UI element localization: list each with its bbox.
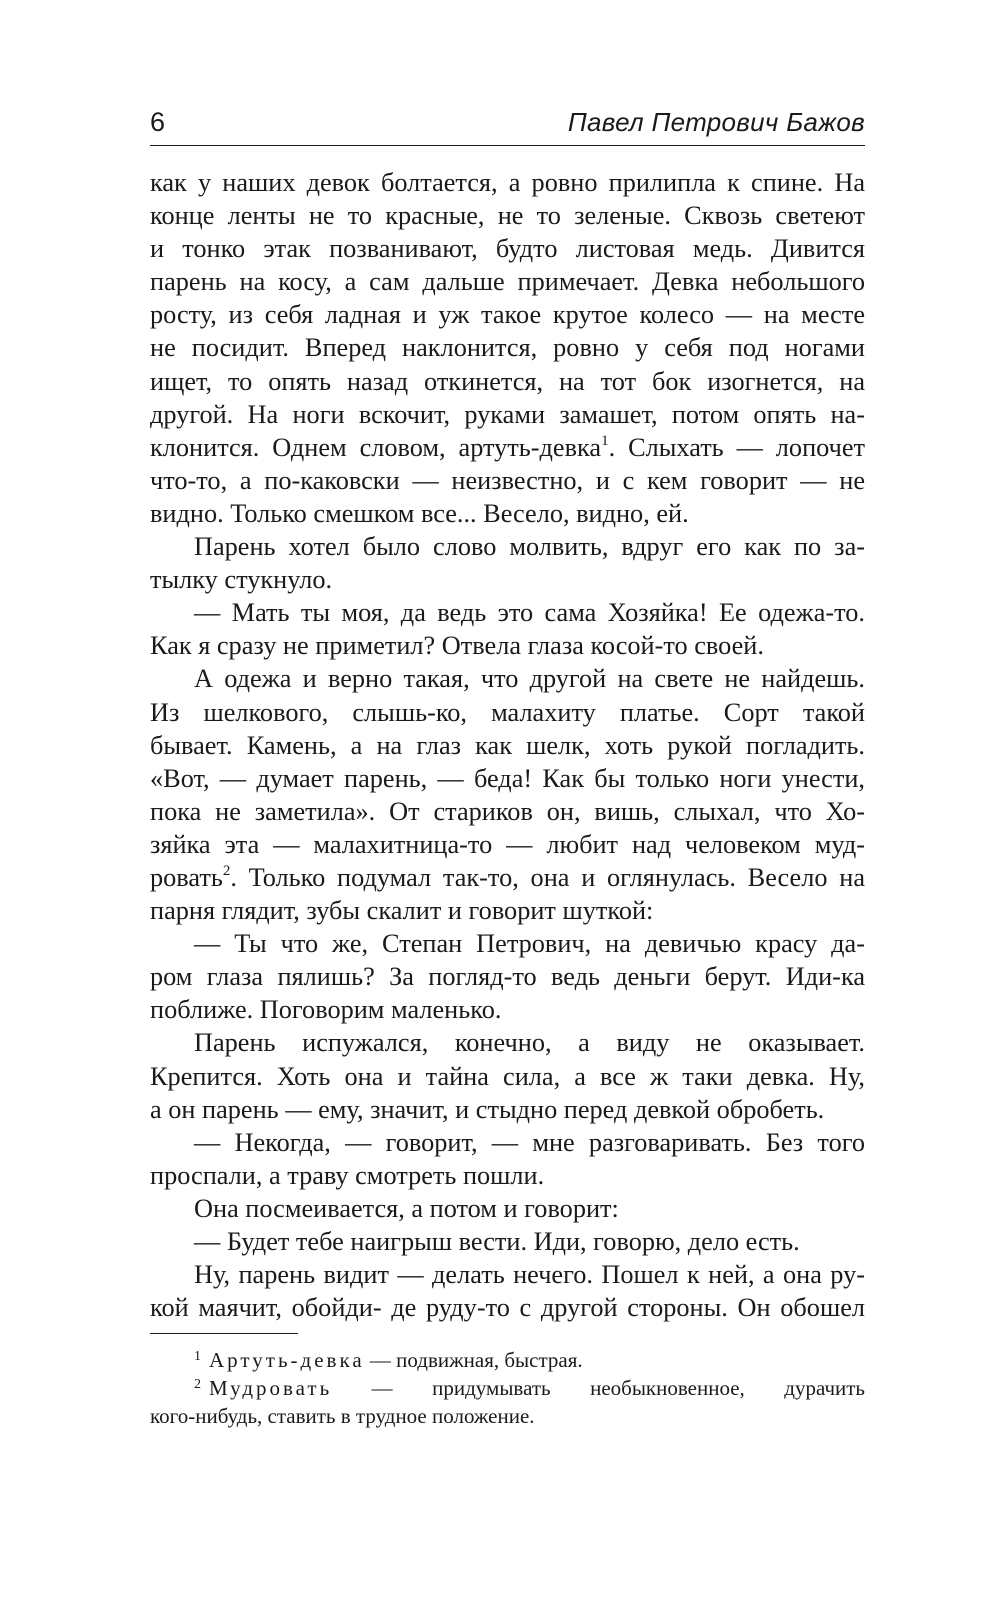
text-line: Крепится. Хоть она и тайна сила, а все ж таки девка. Ну, bbox=[150, 1061, 865, 1091]
page-header bbox=[150, 103, 865, 146]
text-segment: ровать bbox=[150, 862, 223, 892]
text-line: росту, из себя ладная и уж такое крутое колесо — на месте bbox=[150, 300, 865, 330]
footnote-divider bbox=[150, 1333, 298, 1334]
text-line: Она посмеивается, а потом и говорит: bbox=[194, 1193, 619, 1223]
text-line: Парень испужался, конечно, а виду не оказывает. bbox=[194, 1028, 865, 1058]
running-head-author: Павел Петрович Бажов bbox=[567, 107, 865, 137]
footnote-2-term: Мудровать bbox=[209, 1376, 333, 1400]
footnote-1-term: Артуть-девка bbox=[209, 1348, 365, 1372]
text-line bbox=[150, 431, 865, 464]
text-line: как у наших девок болтается, а ровно прилипла к спине. На bbox=[150, 168, 865, 197]
footnote-1-mark: 1 bbox=[194, 1349, 201, 1364]
text-line: — Ты что же, Степан Петрович, на девичью красу да- bbox=[194, 929, 865, 959]
footnote-2-continuation: кого-нибудь, ставить в трудное положение. bbox=[150, 1404, 535, 1428]
footnote-1-text: — подвижная, быстрая. bbox=[364, 1348, 583, 1372]
text-line: проспали, а траву смотреть пошли. bbox=[150, 1160, 545, 1190]
text-line: — Мать ты моя, да ведь это сама Хозяйка! Ее одежа-то. bbox=[194, 598, 865, 628]
text-line: — Некогда, — говорит, — мне разговаривать. Без того bbox=[194, 1127, 865, 1157]
body-text bbox=[150, 166, 865, 1324]
text-line: пока не заметила». От стариков он, вишь, слыхал, что Хо- bbox=[150, 796, 865, 826]
text-line: ром глаза пялишь? За погляд-то ведь деньги берут. Иди-ка bbox=[150, 962, 865, 992]
text-line: а он парень — ему, значит, и стыдно перед девкой обробеть. bbox=[150, 1094, 825, 1124]
text-line: ищет, то опять назад откинется, на тот бок изогнется, на bbox=[150, 366, 865, 396]
footnote-2-mark: 2 bbox=[194, 1377, 201, 1392]
text-line: и тонко этак позванивают, будто листовая медь. Дивится bbox=[150, 234, 865, 264]
text-line: другой. На ноги вскочит, руками замашет, потом опять на- bbox=[150, 399, 865, 429]
text-line: парень на косу, а сам дальше примечает. Девка небольшого bbox=[150, 267, 865, 297]
footnotes bbox=[150, 1346, 865, 1430]
text-line: — Будет тебе наигрыш вести. Иди, говорю, дело есть. bbox=[194, 1227, 800, 1256]
footnote-2 bbox=[150, 1374, 865, 1402]
text-line: бывает. Камень, а на глаз как шелк, хоть рукой погладить. bbox=[150, 730, 865, 760]
text-line: поближе. Поговорим маленько. bbox=[150, 995, 502, 1025]
footnote-1 bbox=[150, 1346, 865, 1374]
text-line: тылку стукнуло. bbox=[150, 565, 333, 595]
text-segment: клонится. Однем словом, артуть-девка bbox=[150, 432, 602, 462]
text-line: видно. Только смешком все... Весело, видно, ей. bbox=[150, 498, 689, 528]
text-line: Ну, парень видит — делать нечего. Пошел к ней, а она ру- bbox=[194, 1260, 865, 1290]
text-line: «Вот, — думает парень, — беда! Как бы только ноги унести, bbox=[150, 763, 865, 793]
text-line bbox=[150, 861, 865, 894]
footnote-ref-1[interactable]: 1 bbox=[601, 432, 609, 449]
text-segment: . Слыхать — лопочет bbox=[608, 432, 865, 462]
footnote-ref-2[interactable]: 2 bbox=[222, 862, 231, 879]
text-line: зяйка эта — малахитница-то — любит над человеком муд- bbox=[150, 829, 865, 859]
text-line: что-то, а по-каковски — неизвестно, и с кем говорит — не bbox=[150, 465, 865, 495]
text-line: Парень хотел было слово молвить, вдруг его как по за- bbox=[194, 532, 865, 562]
text-line: конце ленты не то красные, не то зеленые. Сквозь светеют bbox=[150, 201, 865, 231]
text-line: А одежа и верно такая, что другой на свете не найдешь. bbox=[194, 664, 865, 694]
text-line: не посидит. Вперед наклонится, ровно у себя под ногами bbox=[150, 333, 865, 363]
text-line: Как я сразу не приметил? Отвела глаза косой-то своей. bbox=[150, 631, 764, 661]
text-line: кой маячит, обойди- де руду-то с другой стороны. Он обошел bbox=[150, 1293, 865, 1323]
text-line: парня глядит, зубы скалит и говорит шуткой: bbox=[150, 896, 654, 926]
footnote-2-text: — придумывать необыкновенное, дурачить bbox=[332, 1376, 865, 1400]
text-segment: . Только подумал так-то, она и оглянулась. Весело на bbox=[230, 862, 865, 892]
text-line: Из шелкового, слышь-ко, малахиту платье. Сорт такой bbox=[150, 697, 865, 727]
page-number: 6 bbox=[150, 107, 166, 137]
